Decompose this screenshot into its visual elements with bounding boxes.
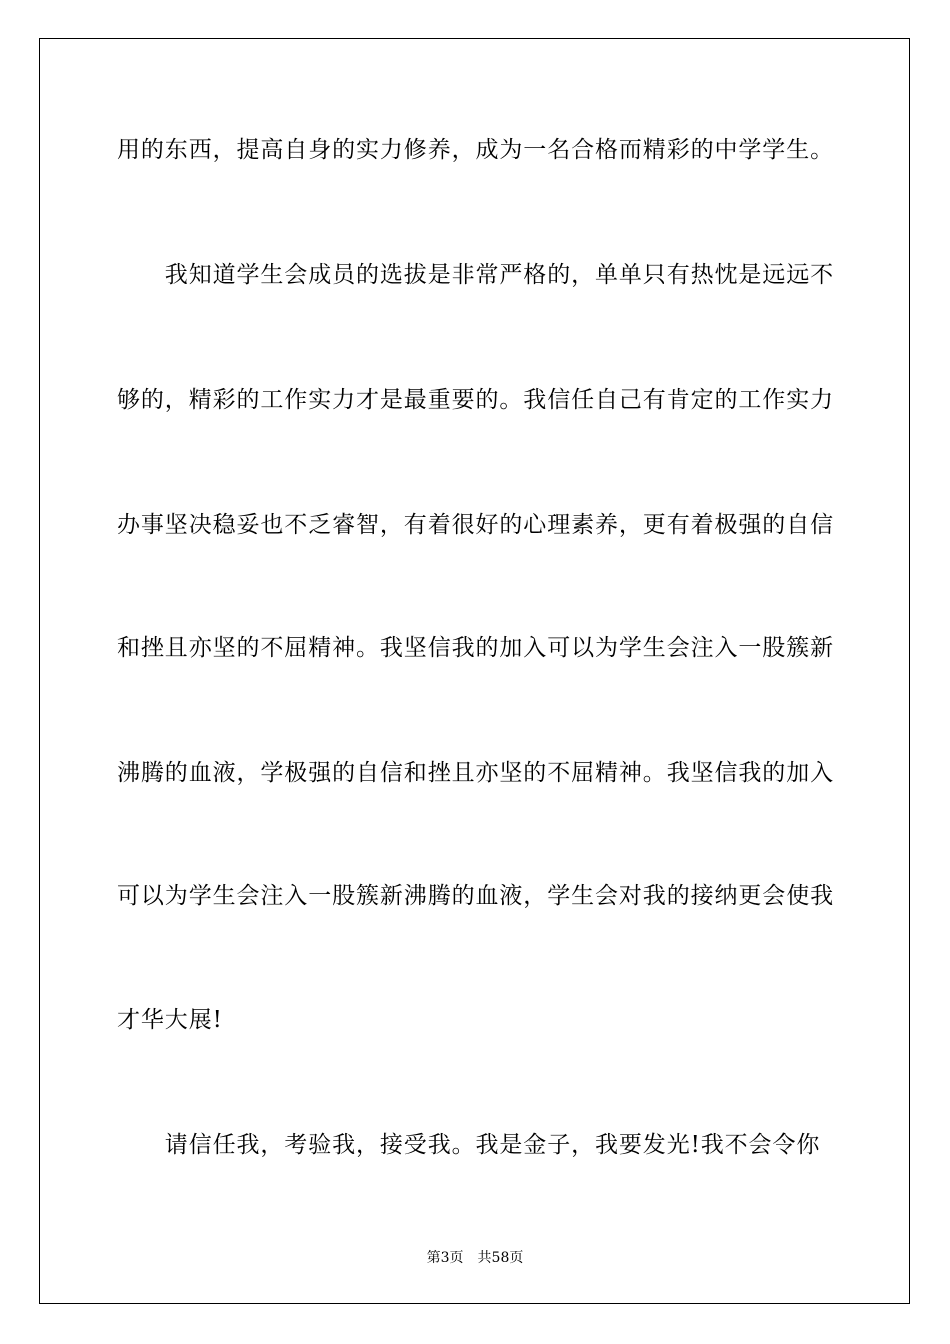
text-line: 我知道学生会成员的选拔是非常严格的，单单只有热忱是远远不 <box>117 262 834 288</box>
text-line: 请信任我，考验我，接受我。我是金子，我要发光!我不会令你 <box>117 1132 821 1158</box>
text-line: 用的东西，提高自身的实力修养，成为一名合格而精彩的中学学生。 <box>117 137 834 163</box>
page-border <box>39 38 910 1304</box>
text-line: 够的，精彩的工作实力才是最重要的。我信任自己有肯定的工作实力 <box>117 387 834 413</box>
text-line: 沸腾的血液，学极强的自信和挫且亦坚的不屈精神。我坚信我的加入 <box>117 760 834 786</box>
text-line: 才华大展! <box>117 1007 223 1033</box>
page-total: 共58页 <box>477 1250 524 1266</box>
page-footer <box>0 1248 950 1268</box>
text-line: 办事坚决稳妥也不乏睿智，有着很好的心理素养，更有着极强的自信 <box>117 512 834 538</box>
text-line: 可以为学生会注入一股簇新沸腾的血液，学生会对我的接纳更会使我 <box>117 883 834 909</box>
text-line: 和挫且亦坚的不屈精神。我坚信我的加入可以为学生会注入一股簇新 <box>117 635 834 661</box>
page-number: 第3页 <box>426 1250 464 1266</box>
